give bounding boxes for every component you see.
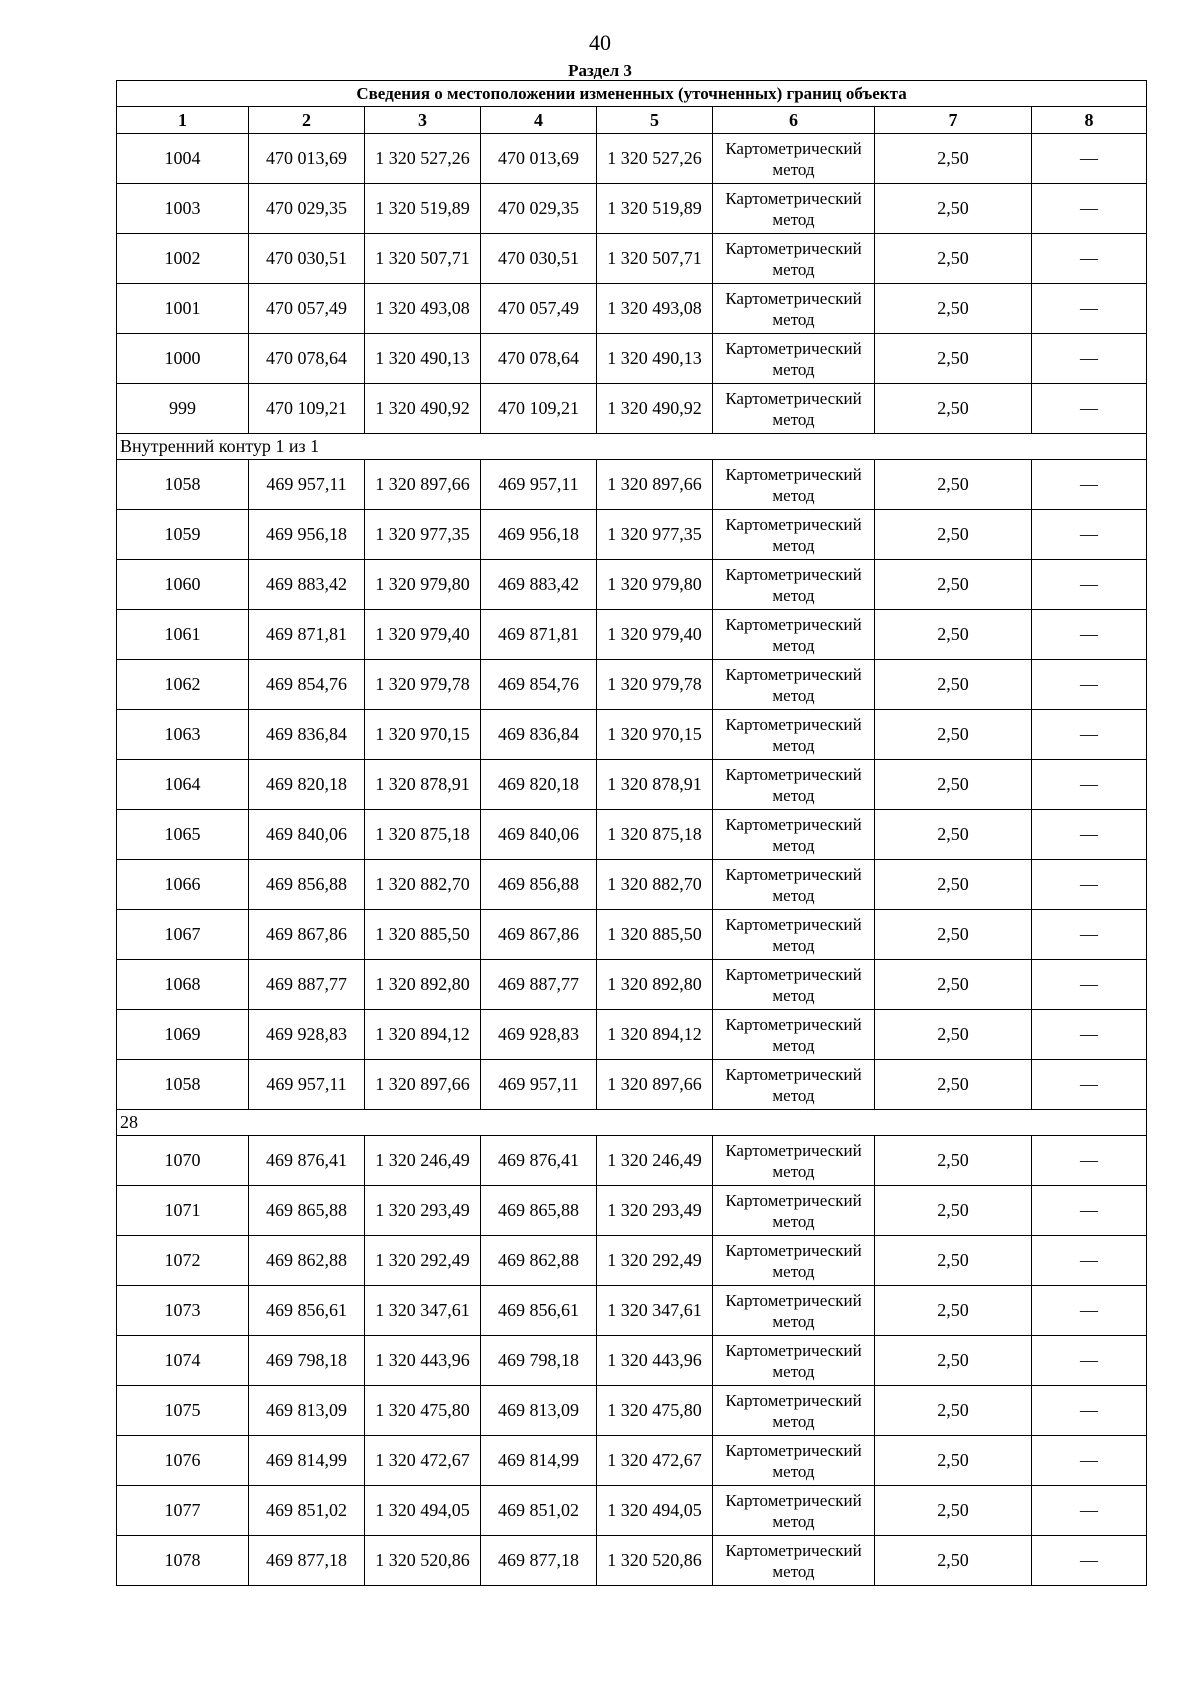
cell-y-new: 1 320 875,18 <box>597 810 713 860</box>
cell-x-new: 469 856,61 <box>481 1286 597 1336</box>
table-row <box>117 284 1147 334</box>
contour-label-row <box>117 1110 1147 1136</box>
table-row <box>117 810 1147 860</box>
cell-method: Картометрический метод <box>713 1286 875 1336</box>
table-row <box>117 1486 1147 1536</box>
column-number-1: 1 <box>117 107 249 134</box>
cell-y-new: 1 320 292,49 <box>597 1236 713 1286</box>
cell-y-existing: 1 320 493,08 <box>365 284 481 334</box>
cell-y-existing: 1 320 885,50 <box>365 910 481 960</box>
cell-y-new: 1 320 246,49 <box>597 1136 713 1186</box>
cell-method: Картометрический метод <box>713 1186 875 1236</box>
cell-y-existing: 1 320 490,92 <box>365 384 481 434</box>
table-row <box>117 1336 1147 1386</box>
cell-accuracy: 2,50 <box>875 510 1032 560</box>
cell-method: Картометрический метод <box>713 1136 875 1186</box>
cell-method: Картометрический метод <box>713 760 875 810</box>
cell-x-new: 469 840,06 <box>481 810 597 860</box>
cell-description: — <box>1032 1436 1147 1486</box>
cell-x-existing: 469 851,02 <box>249 1486 365 1536</box>
cell-y-new: 1 320 443,96 <box>597 1336 713 1386</box>
cell-x-new: 470 013,69 <box>481 134 597 184</box>
cell-method: Картометрический метод <box>713 460 875 510</box>
cell-x-new: 469 851,02 <box>481 1486 597 1536</box>
cell-y-new: 1 320 293,49 <box>597 1186 713 1236</box>
cell-method: Картометрический метод <box>713 1486 875 1536</box>
cell-point-number: 1074 <box>117 1336 249 1386</box>
table-row <box>117 1386 1147 1436</box>
cell-x-existing: 470 030,51 <box>249 234 365 284</box>
cell-y-existing: 1 320 878,91 <box>365 760 481 810</box>
cell-y-new: 1 320 347,61 <box>597 1286 713 1336</box>
cell-y-new: 1 320 977,35 <box>597 510 713 560</box>
cell-x-existing: 470 013,69 <box>249 134 365 184</box>
cell-point-number: 1059 <box>117 510 249 560</box>
cell-method: Картометрический метод <box>713 384 875 434</box>
cell-method: Картометрический метод <box>713 1436 875 1486</box>
cell-method: Картометрический метод <box>713 1060 875 1110</box>
table-row <box>117 184 1147 234</box>
cell-description: — <box>1032 1186 1147 1236</box>
cell-accuracy: 2,50 <box>875 1436 1032 1486</box>
cell-description: — <box>1032 710 1147 760</box>
table-row <box>117 234 1147 284</box>
cell-description: — <box>1032 460 1147 510</box>
cell-accuracy: 2,50 <box>875 1286 1032 1336</box>
cell-description: — <box>1032 1386 1147 1436</box>
cell-description: — <box>1032 910 1147 960</box>
cell-y-existing: 1 320 507,71 <box>365 234 481 284</box>
table-row <box>117 1136 1147 1186</box>
cell-method: Картометрический метод <box>713 1236 875 1286</box>
cell-y-new: 1 320 979,80 <box>597 560 713 610</box>
cell-y-new: 1 320 475,80 <box>597 1386 713 1436</box>
cell-x-new: 469 883,42 <box>481 560 597 610</box>
cell-y-new: 1 320 527,26 <box>597 134 713 184</box>
cell-method: Картометрический метод <box>713 134 875 184</box>
cell-accuracy: 2,50 <box>875 1336 1032 1386</box>
column-number-4: 4 <box>481 107 597 134</box>
cell-point-number: 1077 <box>117 1486 249 1536</box>
cell-accuracy: 2,50 <box>875 284 1032 334</box>
cell-y-new: 1 320 892,80 <box>597 960 713 1010</box>
cell-description: — <box>1032 234 1147 284</box>
cell-point-number: 1060 <box>117 560 249 610</box>
cell-x-existing: 469 871,81 <box>249 610 365 660</box>
cell-x-existing: 469 856,61 <box>249 1286 365 1336</box>
cell-point-number: 999 <box>117 384 249 434</box>
cell-x-new: 469 820,18 <box>481 760 597 810</box>
cell-description: — <box>1032 1336 1147 1386</box>
cell-x-existing: 469 856,88 <box>249 860 365 910</box>
cell-x-existing: 469 836,84 <box>249 710 365 760</box>
cell-point-number: 1076 <box>117 1436 249 1486</box>
cell-accuracy: 2,50 <box>875 334 1032 384</box>
cell-y-existing: 1 320 897,66 <box>365 460 481 510</box>
cell-y-existing: 1 320 892,80 <box>365 960 481 1010</box>
cell-y-existing: 1 320 979,78 <box>365 660 481 710</box>
cell-description: — <box>1032 1060 1147 1110</box>
cell-y-new: 1 320 894,12 <box>597 1010 713 1060</box>
cell-x-new: 469 877,18 <box>481 1536 597 1586</box>
cell-y-existing: 1 320 979,40 <box>365 610 481 660</box>
cell-x-new: 469 876,41 <box>481 1136 597 1186</box>
cell-x-new: 469 957,11 <box>481 460 597 510</box>
cell-x-existing: 469 956,18 <box>249 510 365 560</box>
cell-description: — <box>1032 1010 1147 1060</box>
cell-x-existing: 469 862,88 <box>249 1236 365 1286</box>
cell-x-new: 469 862,88 <box>481 1236 597 1286</box>
page-number: 40 <box>589 30 611 55</box>
cell-y-new: 1 320 520,86 <box>597 1536 713 1586</box>
cell-y-new: 1 320 970,15 <box>597 710 713 760</box>
cell-x-new: 469 887,77 <box>481 960 597 1010</box>
cell-y-new: 1 320 507,71 <box>597 234 713 284</box>
cell-point-number: 1058 <box>117 460 249 510</box>
cell-method: Картометрический метод <box>713 860 875 910</box>
cell-x-existing: 469 840,06 <box>249 810 365 860</box>
cell-description: — <box>1032 134 1147 184</box>
cell-method: Картометрический метод <box>713 284 875 334</box>
cell-accuracy: 2,50 <box>875 1236 1032 1286</box>
cell-point-number: 1002 <box>117 234 249 284</box>
cell-description: — <box>1032 1136 1147 1186</box>
cell-y-existing: 1 320 246,49 <box>365 1136 481 1186</box>
cell-y-existing: 1 320 347,61 <box>365 1286 481 1336</box>
cell-accuracy: 2,50 <box>875 1386 1032 1436</box>
cell-y-existing: 1 320 443,96 <box>365 1336 481 1386</box>
cell-accuracy: 2,50 <box>875 860 1032 910</box>
table-row <box>117 710 1147 760</box>
table-row <box>117 560 1147 610</box>
cell-method: Картометрический метод <box>713 510 875 560</box>
column-number-7: 7 <box>875 107 1032 134</box>
cell-x-existing: 469 887,77 <box>249 960 365 1010</box>
cell-point-number: 1066 <box>117 860 249 910</box>
cell-point-number: 1000 <box>117 334 249 384</box>
cell-x-existing: 469 877,18 <box>249 1536 365 1586</box>
cell-x-new: 470 029,35 <box>481 184 597 234</box>
cell-accuracy: 2,50 <box>875 1136 1032 1186</box>
cell-method: Картометрический метод <box>713 1536 875 1586</box>
cell-point-number: 1064 <box>117 760 249 810</box>
cell-method: Картометрический метод <box>713 184 875 234</box>
cell-description: — <box>1032 810 1147 860</box>
table-row <box>117 610 1147 660</box>
cell-y-existing: 1 320 977,35 <box>365 510 481 560</box>
cell-y-existing: 1 320 979,80 <box>365 560 481 610</box>
cell-point-number: 1071 <box>117 1186 249 1236</box>
table-row <box>117 460 1147 510</box>
cell-x-existing: 470 057,49 <box>249 284 365 334</box>
cell-y-new: 1 320 897,66 <box>597 1060 713 1110</box>
cell-x-new: 469 798,18 <box>481 1336 597 1386</box>
cell-point-number: 1004 <box>117 134 249 184</box>
cell-accuracy: 2,50 <box>875 1186 1032 1236</box>
cell-x-existing: 469 813,09 <box>249 1386 365 1436</box>
cell-x-new: 469 856,88 <box>481 860 597 910</box>
cell-method: Картометрический метод <box>713 1010 875 1060</box>
cell-x-new: 470 057,49 <box>481 284 597 334</box>
cell-point-number: 1073 <box>117 1286 249 1336</box>
cell-accuracy: 2,50 <box>875 1010 1032 1060</box>
cell-method: Картометрический метод <box>713 234 875 284</box>
cell-x-existing: 469 876,41 <box>249 1136 365 1186</box>
cell-description: — <box>1032 334 1147 384</box>
cell-x-new: 469 813,09 <box>481 1386 597 1436</box>
cell-description: — <box>1032 1236 1147 1286</box>
cell-y-new: 1 320 878,91 <box>597 760 713 810</box>
cell-x-new: 469 865,88 <box>481 1186 597 1236</box>
cell-x-existing: 469 883,42 <box>249 560 365 610</box>
cell-point-number: 1070 <box>117 1136 249 1186</box>
column-number-2: 2 <box>249 107 365 134</box>
cell-description: — <box>1032 610 1147 660</box>
cell-method: Картометрический метод <box>713 960 875 1010</box>
table-body <box>117 81 1147 1586</box>
cell-x-new: 469 836,84 <box>481 710 597 760</box>
cell-y-existing: 1 320 472,67 <box>365 1436 481 1486</box>
table-row <box>117 334 1147 384</box>
table-row <box>117 510 1147 560</box>
contour-label: Внутренний контур 1 из 1 <box>117 434 1147 460</box>
cell-description: — <box>1032 760 1147 810</box>
cell-method: Картометрический метод <box>713 710 875 760</box>
cell-point-number: 1058 <box>117 1060 249 1110</box>
cell-accuracy: 2,50 <box>875 910 1032 960</box>
cell-method: Картометрический метод <box>713 1336 875 1386</box>
cell-x-existing: 470 029,35 <box>249 184 365 234</box>
cell-accuracy: 2,50 <box>875 660 1032 710</box>
cell-x-new: 469 871,81 <box>481 610 597 660</box>
table-row <box>117 1010 1147 1060</box>
cell-description: — <box>1032 660 1147 710</box>
table-row <box>117 384 1147 434</box>
cell-point-number: 1068 <box>117 960 249 1010</box>
cell-y-new: 1 320 490,92 <box>597 384 713 434</box>
table-row <box>117 1536 1147 1586</box>
cell-x-existing: 469 798,18 <box>249 1336 365 1386</box>
boundary-coordinates-table <box>116 80 1147 1586</box>
column-number-3: 3 <box>365 107 481 134</box>
cell-description: — <box>1032 1486 1147 1536</box>
cell-accuracy: 2,50 <box>875 460 1032 510</box>
cell-method: Картометрический метод <box>713 560 875 610</box>
cell-x-new: 469 854,76 <box>481 660 597 710</box>
cell-y-existing: 1 320 490,13 <box>365 334 481 384</box>
table-caption: Сведения о местоположении измененных (уточненных) границ объекта <box>117 81 1147 107</box>
cell-point-number: 1072 <box>117 1236 249 1286</box>
cell-accuracy: 2,50 <box>875 560 1032 610</box>
table-row <box>117 1436 1147 1486</box>
cell-accuracy: 2,50 <box>875 234 1032 284</box>
table-row <box>117 760 1147 810</box>
cell-y-existing: 1 320 894,12 <box>365 1010 481 1060</box>
cell-description: — <box>1032 1286 1147 1336</box>
cell-y-new: 1 320 494,05 <box>597 1486 713 1536</box>
column-number-6: 6 <box>713 107 875 134</box>
table-row <box>117 1286 1147 1336</box>
cell-x-existing: 469 928,83 <box>249 1010 365 1060</box>
cell-y-new: 1 320 885,50 <box>597 910 713 960</box>
cell-method: Картометрический метод <box>713 810 875 860</box>
column-number-5: 5 <box>597 107 713 134</box>
cell-y-existing: 1 320 519,89 <box>365 184 481 234</box>
cell-x-new: 469 956,18 <box>481 510 597 560</box>
cell-point-number: 1063 <box>117 710 249 760</box>
table-row <box>117 1236 1147 1286</box>
cell-accuracy: 2,50 <box>875 610 1032 660</box>
cell-y-existing: 1 320 897,66 <box>365 1060 481 1110</box>
cell-x-existing: 470 109,21 <box>249 384 365 434</box>
cell-y-new: 1 320 472,67 <box>597 1436 713 1486</box>
cell-accuracy: 2,50 <box>875 1060 1032 1110</box>
cell-x-new: 469 814,99 <box>481 1436 597 1486</box>
cell-y-new: 1 320 493,08 <box>597 284 713 334</box>
table-row <box>117 860 1147 910</box>
cell-accuracy: 2,50 <box>875 710 1032 760</box>
cell-x-existing: 469 854,76 <box>249 660 365 710</box>
cell-x-existing: 469 814,99 <box>249 1436 365 1486</box>
cell-method: Картометрический метод <box>713 1386 875 1436</box>
contour-label-row <box>117 434 1147 460</box>
table-row <box>117 660 1147 710</box>
cell-point-number: 1078 <box>117 1536 249 1586</box>
cell-method: Картометрический метод <box>713 660 875 710</box>
cell-accuracy: 2,50 <box>875 1486 1032 1536</box>
table-row <box>117 134 1147 184</box>
cell-description: — <box>1032 510 1147 560</box>
cell-description: — <box>1032 860 1147 910</box>
cell-y-new: 1 320 490,13 <box>597 334 713 384</box>
table-row <box>117 1060 1147 1110</box>
cell-x-existing: 470 078,64 <box>249 334 365 384</box>
cell-accuracy: 2,50 <box>875 384 1032 434</box>
column-numbers-row <box>117 107 1147 134</box>
cell-accuracy: 2,50 <box>875 960 1032 1010</box>
cell-y-new: 1 320 979,78 <box>597 660 713 710</box>
cell-method: Картометрический метод <box>713 334 875 384</box>
cell-y-new: 1 320 519,89 <box>597 184 713 234</box>
cell-description: — <box>1032 560 1147 610</box>
cell-point-number: 1062 <box>117 660 249 710</box>
cell-point-number: 1061 <box>117 610 249 660</box>
cell-accuracy: 2,50 <box>875 810 1032 860</box>
cell-x-new: 470 109,21 <box>481 384 597 434</box>
table-caption-row <box>117 81 1147 107</box>
cell-y-existing: 1 320 875,18 <box>365 810 481 860</box>
cell-y-existing: 1 320 475,80 <box>365 1386 481 1436</box>
cell-description: — <box>1032 960 1147 1010</box>
cell-accuracy: 2,50 <box>875 134 1032 184</box>
cell-y-new: 1 320 979,40 <box>597 610 713 660</box>
cell-y-existing: 1 320 527,26 <box>365 134 481 184</box>
table-row <box>117 910 1147 960</box>
cell-description: — <box>1032 284 1147 334</box>
cell-x-new: 469 867,86 <box>481 910 597 960</box>
cell-x-new: 469 928,83 <box>481 1010 597 1060</box>
cell-x-new: 469 957,11 <box>481 1060 597 1110</box>
cell-accuracy: 2,50 <box>875 760 1032 810</box>
section-title: Раздел 3 <box>568 61 632 80</box>
cell-x-existing: 469 820,18 <box>249 760 365 810</box>
cell-y-existing: 1 320 293,49 <box>365 1186 481 1236</box>
cell-point-number: 1065 <box>117 810 249 860</box>
cell-description: — <box>1032 184 1147 234</box>
cell-accuracy: 2,50 <box>875 184 1032 234</box>
cell-point-number: 1001 <box>117 284 249 334</box>
cell-method: Картометрический метод <box>713 610 875 660</box>
cell-accuracy: 2,50 <box>875 1536 1032 1586</box>
cell-point-number: 1069 <box>117 1010 249 1060</box>
cell-point-number: 1067 <box>117 910 249 960</box>
cell-y-new: 1 320 882,70 <box>597 860 713 910</box>
cell-y-existing: 1 320 292,49 <box>365 1236 481 1286</box>
cell-description: — <box>1032 1536 1147 1586</box>
cell-x-existing: 469 957,11 <box>249 1060 365 1110</box>
cell-y-existing: 1 320 494,05 <box>365 1486 481 1536</box>
cell-x-new: 470 078,64 <box>481 334 597 384</box>
cell-y-new: 1 320 897,66 <box>597 460 713 510</box>
cell-x-existing: 469 957,11 <box>249 460 365 510</box>
cell-y-existing: 1 320 970,15 <box>365 710 481 760</box>
column-number-8: 8 <box>1032 107 1147 134</box>
table-row <box>117 960 1147 1010</box>
cell-description: — <box>1032 384 1147 434</box>
contour-label: 28 <box>117 1110 1147 1136</box>
cell-point-number: 1003 <box>117 184 249 234</box>
cell-y-existing: 1 320 882,70 <box>365 860 481 910</box>
cell-x-existing: 469 867,86 <box>249 910 365 960</box>
cell-point-number: 1075 <box>117 1386 249 1436</box>
cell-x-existing: 469 865,88 <box>249 1186 365 1236</box>
cell-y-existing: 1 320 520,86 <box>365 1536 481 1586</box>
table-row <box>117 1186 1147 1236</box>
cell-x-new: 470 030,51 <box>481 234 597 284</box>
cell-method: Картометрический метод <box>713 910 875 960</box>
